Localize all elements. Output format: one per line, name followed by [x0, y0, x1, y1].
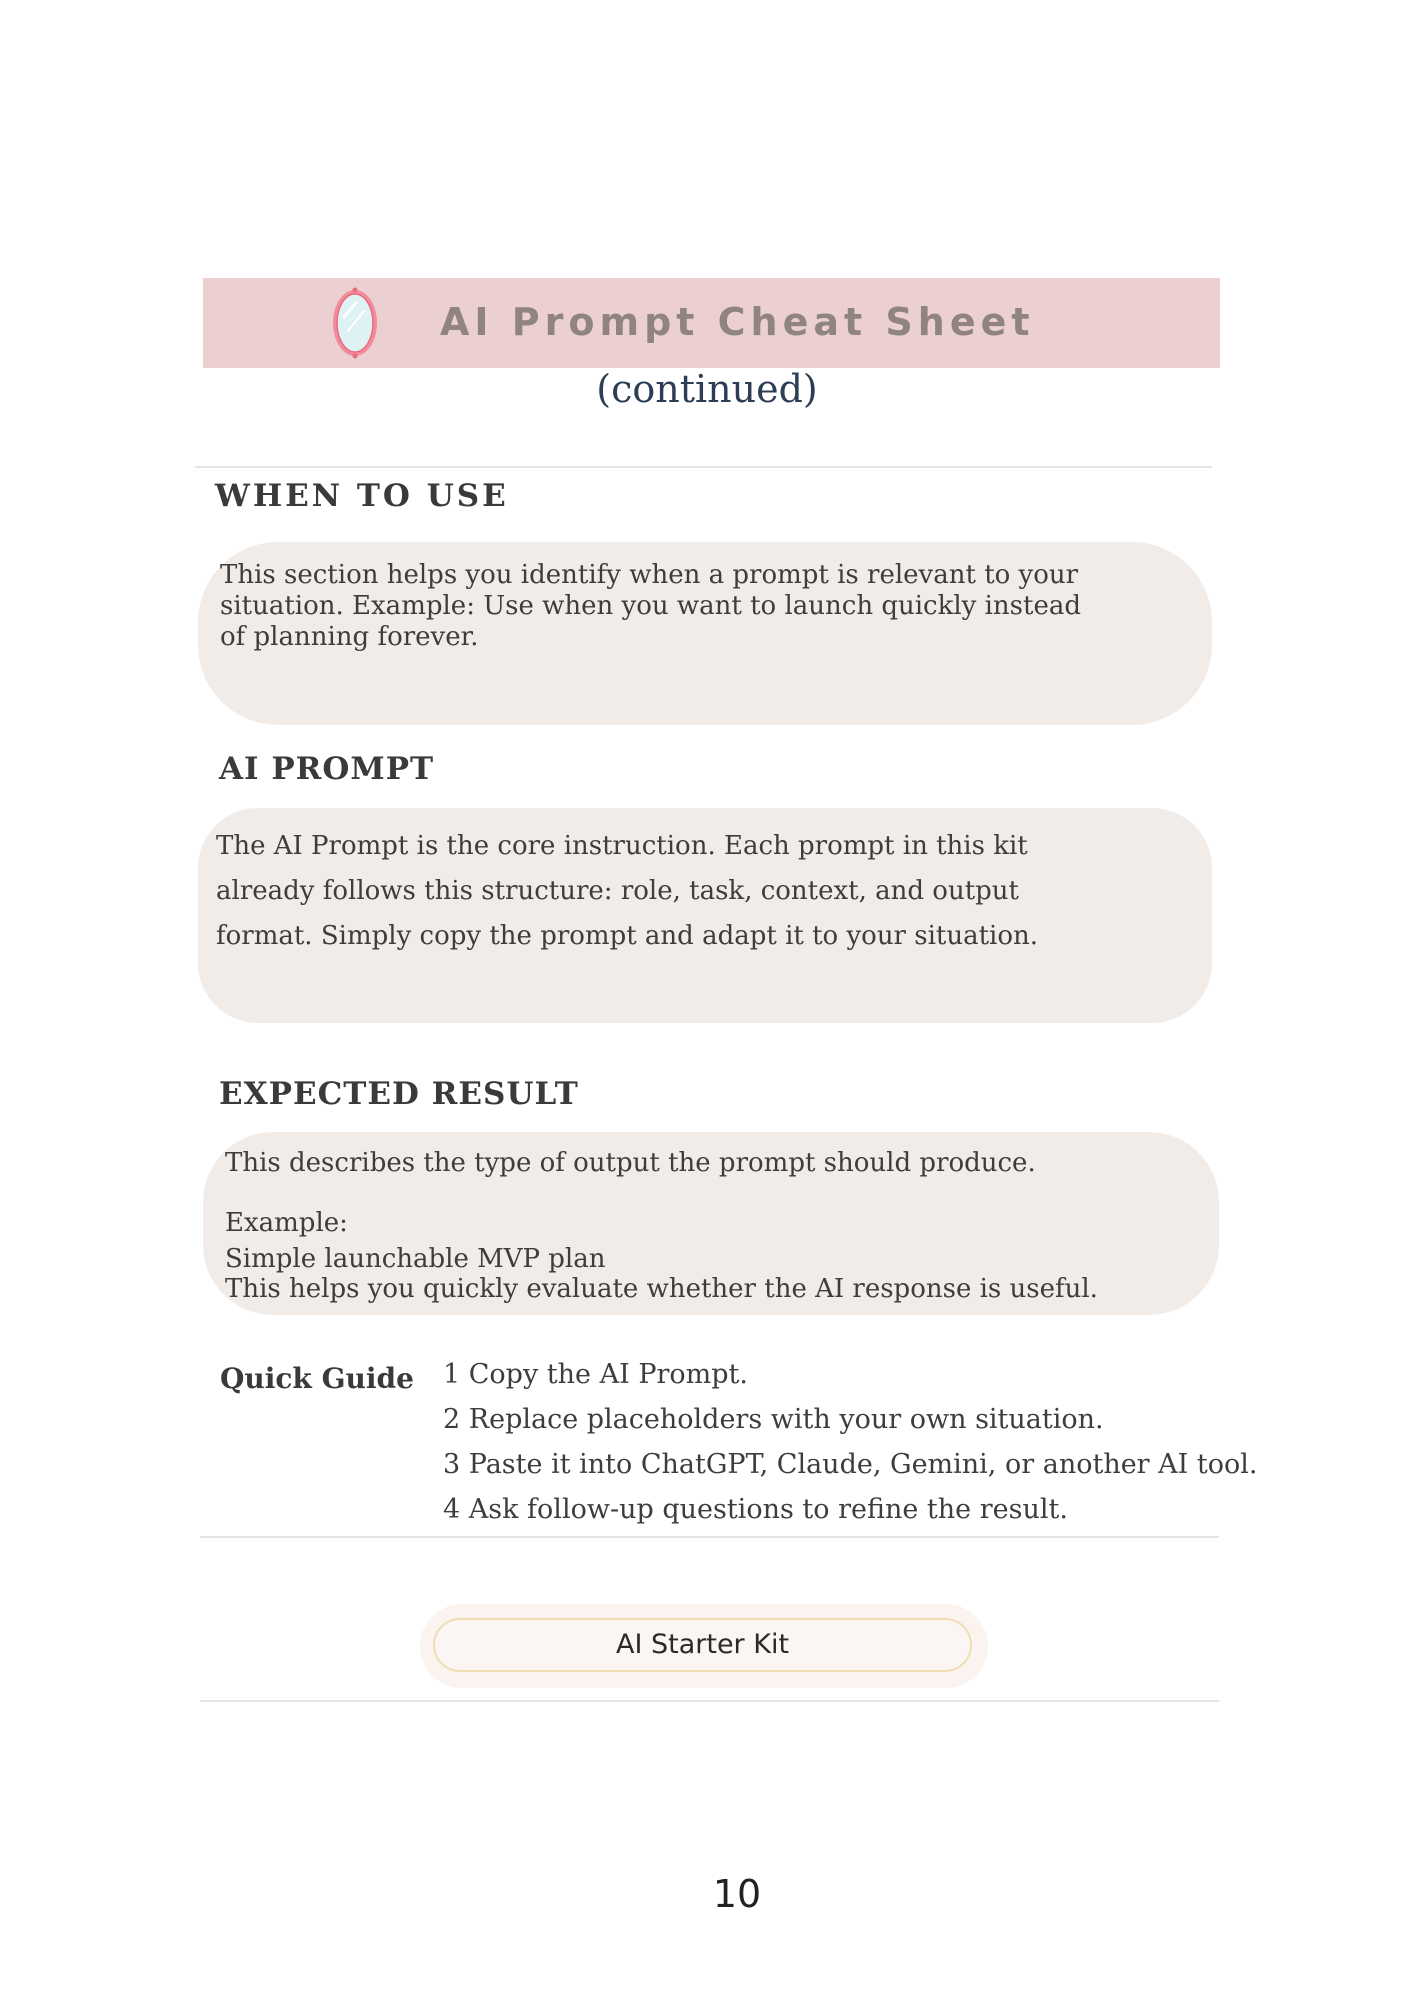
- page-title: AI Prompt Cheat Sheet: [440, 300, 1035, 344]
- quick-guide-step: 1 Copy the AI Prompt.: [443, 1359, 748, 1390]
- expected-result-intro: This describes the type of output the prompt should produce.: [225, 1148, 1036, 1178]
- ai-prompt-line: format. Simply copy the prompt and adapt it to your situation.: [216, 921, 1039, 951]
- mirror-icon: [330, 287, 380, 359]
- quick-guide-list: [443, 1352, 1258, 1532]
- ai-prompt-line: The AI Prompt is the core instruction. Each prompt in this kit: [216, 831, 1028, 861]
- when-to-use-line: This section helps you identify when a prompt is relevant to your: [220, 560, 1079, 590]
- page-subtitle: (continued): [596, 367, 818, 411]
- ai-prompt-line: already follows this structure: role, task, context, and output: [216, 876, 1019, 906]
- expected-result-example-label: Example:: [225, 1208, 348, 1238]
- page-number: 10: [712, 1872, 762, 1916]
- when-to-use-heading: WHEN TO USE: [215, 478, 509, 514]
- ai-prompt-text: [216, 824, 1196, 959]
- expected-result-closing: This helps you quickly evaluate whether the AI response is useful.: [225, 1274, 1098, 1304]
- quick-guide-label: Quick Guide: [220, 1362, 414, 1395]
- top-divider: [195, 466, 1212, 468]
- expected-result-example-value: Simple launchable MVP plan: [225, 1244, 606, 1274]
- quick-guide-step: 2 Replace placeholders with your own situation.: [443, 1404, 1104, 1435]
- when-to-use-line: situation. Example: Use when you want to launch quickly instead: [220, 591, 1081, 621]
- bottom-divider: [200, 1700, 1219, 1702]
- when-to-use-text: [220, 560, 1180, 653]
- quick-guide-step: 3 Paste it into ChatGPT, Claude, Gemini, or another AI tool.: [443, 1449, 1258, 1480]
- guide-divider: [200, 1536, 1219, 1538]
- ai-prompt-heading: AI PROMPT: [219, 751, 435, 787]
- when-to-use-line: of planning forever.: [220, 622, 479, 652]
- starter-kit-badge: AI Starter Kit: [433, 1618, 972, 1672]
- quick-guide-step: 4 Ask follow-up questions to refine the result.: [443, 1494, 1068, 1525]
- expected-result-heading: EXPECTED RESULT: [219, 1076, 579, 1112]
